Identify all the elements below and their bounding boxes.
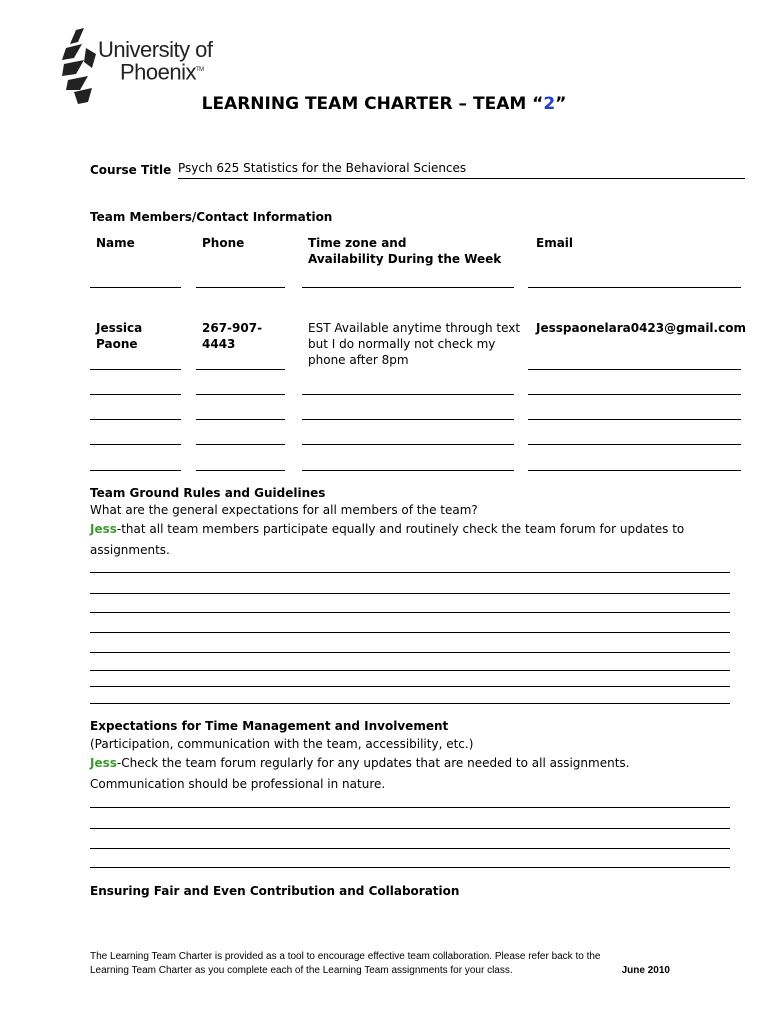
email-field-line[interactable] <box>528 444 741 445</box>
answer-line[interactable] <box>90 632 730 633</box>
timezone-header-line-2: Availability During the Week <box>308 252 502 266</box>
email-field-line[interactable] <box>528 394 741 395</box>
availability-line-3: phone after 8pm <box>308 353 409 367</box>
name-field-line[interactable] <box>90 470 181 471</box>
member-name-line-2: Paone <box>96 337 138 351</box>
course-title-label: Course Title <box>90 163 172 177</box>
member-name-line-1: Jessica <box>96 321 143 335</box>
name-field-line[interactable] <box>90 394 181 395</box>
timezone-field-line[interactable] <box>302 470 514 471</box>
answer-line[interactable] <box>90 593 730 594</box>
footer-date: June 2010 <box>621 965 670 976</box>
ground-rules-answer-line-1: -that all team members participate equally and routinely check the team forum for updates to <box>116 522 685 536</box>
answer-line[interactable] <box>90 670 730 671</box>
logo-line-2: Phoenix™ <box>120 59 204 85</box>
phone-field-line[interactable] <box>196 444 285 445</box>
ground-rules-answer-line-2: assignments. <box>90 543 170 557</box>
phone-field-line[interactable] <box>196 419 285 420</box>
timezone-field-line[interactable] <box>302 287 514 288</box>
ground-rules-answer <box>90 519 740 561</box>
ground-rules-question: What are the general expectations for all members of the team? <box>90 503 478 517</box>
logo-wordmark <box>98 37 213 85</box>
contribution-heading: Ensuring Fair and Even Contribution and Collaboration <box>90 884 460 898</box>
answer-line[interactable] <box>90 848 730 849</box>
availability-line-2: but I do normally not check my <box>308 337 496 351</box>
answer-author: Jess <box>90 756 117 770</box>
footer-note <box>90 950 670 978</box>
name-field-line[interactable] <box>90 369 181 370</box>
name-field-line[interactable] <box>90 419 181 420</box>
member-phone-line-1: 267-907- <box>202 321 263 335</box>
column-header-timezone <box>308 235 501 267</box>
timezone-field-line[interactable] <box>302 394 514 395</box>
phone-field-line[interactable] <box>196 394 285 395</box>
timezone-field-line[interactable] <box>302 444 514 445</box>
name-field-line[interactable] <box>90 287 181 288</box>
email-field-line[interactable] <box>528 287 741 288</box>
answer-line[interactable] <box>90 703 730 704</box>
answer-author: Jess <box>90 522 117 536</box>
member-name <box>96 320 142 352</box>
answer-line[interactable] <box>90 612 730 613</box>
member-email: Jesspaonelara0423@gmail.com <box>536 321 746 335</box>
member-phone-line-2: 4443 <box>202 337 236 351</box>
footer-line-2: Learning Team Charter as you complete each of the Learning Team assignments for your class. <box>90 965 513 976</box>
phone-field-line[interactable] <box>196 369 285 370</box>
footer-line-1: The Learning Team Charter is provided as a tool to encourage effective team collaboration. Please refer back to the <box>90 951 601 962</box>
column-header-email: Email <box>536 236 574 250</box>
timezone-field-line[interactable] <box>302 419 514 420</box>
answer-line[interactable] <box>90 572 730 573</box>
email-field-line[interactable] <box>528 419 741 420</box>
email-field-line[interactable] <box>528 369 741 370</box>
phone-field-line[interactable] <box>196 287 285 288</box>
email-field-line[interactable] <box>528 470 741 471</box>
team-number: 2 <box>543 94 556 114</box>
time-mgmt-answer-line-1: -Check the team forum regularly for any updates that are needed to all assignments. <box>116 756 630 770</box>
title-prefix: LEARNING TEAM CHARTER – TEAM “ <box>201 94 544 114</box>
column-header-phone: Phone <box>202 236 245 250</box>
phone-field-line[interactable] <box>196 470 285 471</box>
page-title <box>0 94 768 114</box>
availability-line-1: EST Available anytime through text <box>308 321 521 335</box>
answer-line[interactable] <box>90 652 730 653</box>
title-suffix: ” <box>555 94 567 114</box>
answer-line[interactable] <box>90 807 730 808</box>
course-title-field[interactable] <box>178 161 745 179</box>
time-mgmt-heading: Expectations for Time Management and Involvement <box>90 719 449 733</box>
answer-line[interactable] <box>90 686 730 687</box>
timezone-header-line-1: Time zone and <box>308 236 407 250</box>
team-members-heading: Team Members/Contact Information <box>90 210 333 224</box>
column-header-name: Name <box>96 236 135 250</box>
ground-rules-heading: Team Ground Rules and Guidelines <box>90 486 326 500</box>
trademark: TM <box>196 67 204 73</box>
answer-line[interactable] <box>90 828 730 829</box>
member-availability <box>308 320 520 368</box>
answer-line[interactable] <box>90 867 730 868</box>
time-mgmt-subheading: (Participation, communication with the team, accessibility, etc.) <box>90 737 474 751</box>
member-phone <box>202 320 262 352</box>
logo-line-1: University of <box>98 37 213 62</box>
time-mgmt-answer-line-2: Communication should be professional in nature. <box>90 777 386 791</box>
time-mgmt-answer <box>90 753 740 795</box>
name-field-line[interactable] <box>90 444 181 445</box>
course-title-value: Psych 625 Statistics for the Behavioral Sciences <box>178 161 467 175</box>
